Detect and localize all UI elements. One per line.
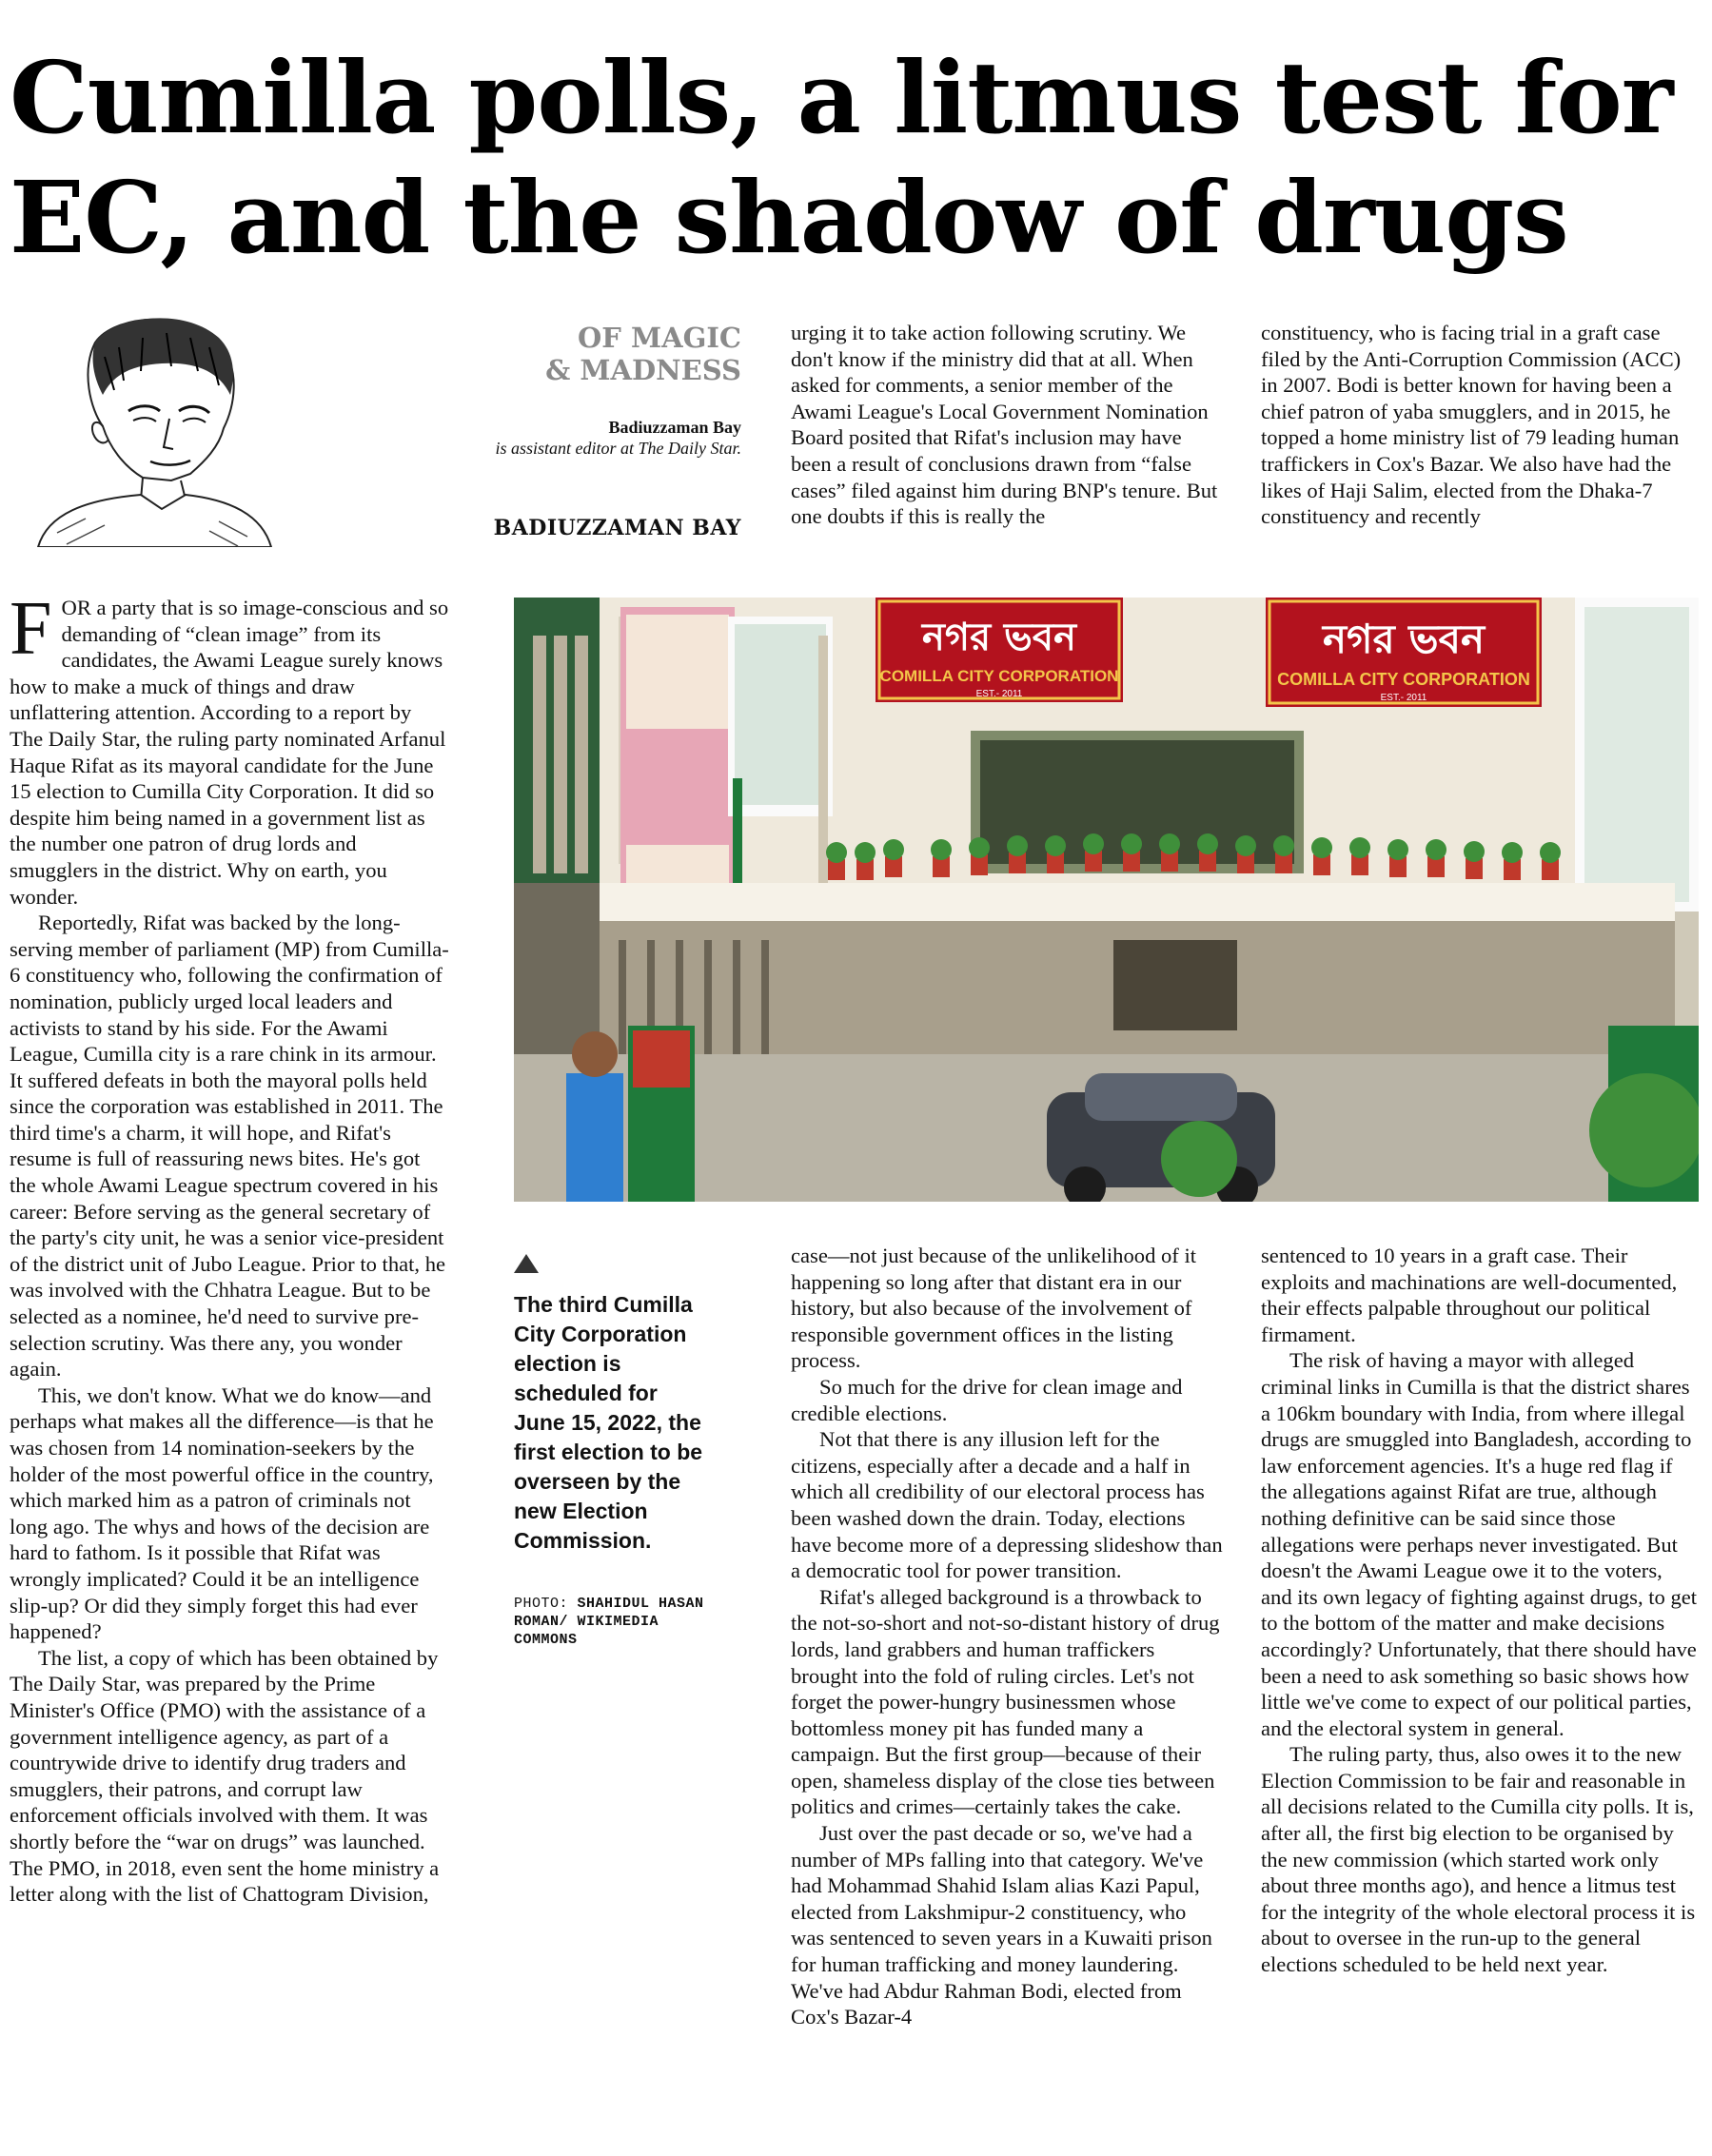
sign-bengali-left: নগর ভবন bbox=[922, 616, 1076, 659]
photo-caption: The third Cumilla City Corporation election is scheduled for June 15, 2022, the first election to be overseen by the new Election Commission. bbox=[514, 1292, 703, 1553]
body-column-1 bbox=[10, 587, 449, 1908]
column-tag-line2: & MADNESS bbox=[545, 354, 741, 386]
paragraph: urging it to take action following scrutiny. We don't know if the ministry did that at all. When asked for comments, a senior member of the Awami League's Local Government Nomination Board posited that Rifat's inclusion may have been a result of conclusions drawn from “false cases” filed against him during BNP's tenure. But one doubts if this is really the bbox=[791, 321, 1218, 529]
headline: Cumilla polls, a litmus test for EC, and the shadow of drugs bbox=[10, 39, 1673, 276]
author-portrait-illustration bbox=[29, 304, 276, 547]
city-corporation-photo bbox=[514, 598, 1699, 1202]
paragraph: Rifat's alleged background is a throwback to the not-so-short and not-so-distant history of drug lords, land grabbers and human traffickers brought into the fold of ruling circles. Let's not forget the power-hungry businessmen whose bottomless money pit has funded many a campaign. But the first group—because of their open, shameless display of the close ties between politics and crimes—certainly takes the cake. bbox=[791, 1584, 1220, 1819]
caption-pointer-icon bbox=[514, 1254, 539, 1273]
sign-est-left: EST.- 2011 bbox=[975, 689, 1023, 699]
body-column-3-bottom bbox=[1261, 1243, 1699, 1978]
photo-credit-name: SHAHIDUL HASAN ROMAN/ WIKIMEDIA COMMONS bbox=[514, 1596, 704, 1648]
paragraph: The list, a copy of which has been obtained by The Daily Star, was prepared by the Prime Minister's Office (PMO) with the assistance of a government intelligence agency, as part of a countrywide drive to identify drug traders and smugglers, their patrons, and corrupt law enforcement officials involved with them. It was shortly before the “war on drugs” was launched. The PMO, in 2018, even sent the home ministry a letter along with the list of Chattogram Division, bbox=[10, 1645, 440, 1907]
paragraph: The ruling party, thus, also owes it to the new Election Commission to be fair and reasonable in all decisions related to the Cumilla city polls. It is, after all, the first big election to be organised by the new commission (which started work only about three months ago), and hence a litmus test for the integrity of the whole electoral process it is about to oversee in the run-up to the general elections scheduled to be held next year. bbox=[1261, 1742, 1696, 1977]
body-column-2-top bbox=[791, 320, 1224, 530]
paragraph-text: OR a party that is so image-conscious and so demanding of “clean image” from its candidates, the Awami League surely knows how to make a muck of things and draw unflattering attention. According to a report by The Daily Star, the ruling party nominated Arfanul Haque Rifat as its mayoral candidate for the June 15 election to Cumilla City Corporation. It did so despite him being named in a government list as the number one patron of drug lords and smugglers in the district. Why on earth, you wonder. bbox=[10, 596, 449, 909]
paragraph: case—not just because of the unlikelihood of it happening so long after that distant era in our history, but also because of the involvement of responsible government offices in the listing process. bbox=[791, 1244, 1197, 1373]
paragraph: constituency, who is facing trial in a graft case filed by the Anti-Corruption Commission (ACC) in 2007. Bodi is better known for having been a chief patron of yaba smugglers, and in 2015, he topped a home ministry list of 79 leading human traffickers in Cox's Bazar. We also have had the likes of Haji Salim, elected from the Dhaka-7 constituency and recently bbox=[1261, 321, 1682, 529]
photo-credit-label: PHOTO: bbox=[514, 1596, 569, 1612]
paragraph: So much for the drive for clean image and credible elections. bbox=[791, 1374, 1183, 1425]
paragraph: Just over the past decade or so, we've had a number of MPs falling into that category. We've had Mohammad Shahid Islam alias Kazi Papul, elected from Lakshmipur-2 constituency, who was sentenced to seven years in a Kuwaiti prison for human trafficking and money laundering. We've had Abdur Rahman Bodi, elected from Cox's Bazar-4 bbox=[791, 1821, 1212, 2029]
body-column-3-top bbox=[1261, 320, 1699, 530]
paragraph: Reportedly, Rifat was backed by the long-serving member of parliament (MP) from Cumilla-6 constituency who, following the confirmation of nomination, publicly urged local leaders and activists to stand by his side. For the Awami League, Cumilla city is a rare chink in its armour. It suffered defeats in both the mayoral polls held since the corporation was established in 2011. The third time's a charm, it will hope, and Rifat's resume is full of reassuring news bites. He's got the whole Awami League spectrum covered in his career: Before serving as the general secretary of the party's city unit, he was a senior vice-president of the district unit of Jubo League. Prior to that, he was involved with the Chhatra League. But to be selected as a nominee, he'd need to survive pre-selection scrutiny. Was there any, you wonder again. bbox=[10, 911, 449, 1382]
sign-bengali-right: নগর ভবন bbox=[1322, 616, 1486, 662]
body-column-2-bottom bbox=[791, 1243, 1224, 2030]
author-name: Badiuzzaman Bay bbox=[608, 418, 741, 437]
paragraph: sentenced to 10 years in a graft case. Their exploits and machinations are well-documented, their effects palpable throughout our political firmament. bbox=[1261, 1244, 1678, 1346]
sign-english-left: COMILLA CITY CORPORATION bbox=[879, 667, 1119, 685]
sign-english-right: COMILLA CITY CORPORATION bbox=[1277, 670, 1530, 689]
paragraph: The risk of having a mayor with alleged criminal links in Cumilla is that the district shares a 106km boundary with India, from where illegal drugs are smuggled into Bangladesh, according to law enforcement agencies. It's a huge red flag if the allegations against Rifat are true, although nothing definitive can be said since those allegations were perhaps never investigated. But doesn't the Awami League owe it to the voters, and its own legacy of fighting against drugs, to get to the bottom of the matter and make decisions accordingly? Unfortunately, that there should have been a need to ask something so basic shows how little we've come to expect of our political parties, and the electoral system in general. bbox=[1261, 1348, 1698, 1740]
byline: BADIUZZAMAN BAY bbox=[493, 516, 741, 540]
column-tag bbox=[545, 322, 741, 386]
author-role: is assistant editor at The Daily Star. bbox=[495, 439, 741, 458]
author-bio bbox=[342, 417, 741, 459]
photo-credit bbox=[514, 1595, 704, 1649]
paragraph: This, we don't know. What we do know—and perhaps what makes all the difference—is that he was chosen from 14 nomination-seekers by the holder of the most powerful office in the country, which marked him as a patron of criminals not long ago. The whys and hows of the decision are hard to fathom. Is it possible that Rifat was wrongly implicated? Could it be an intelligence slip-up? Or did they simply forget this had ever happened? bbox=[10, 1382, 434, 1644]
paragraph: Not that there is any illusion left for the citizens, especially after a decade and a half in which all credibility of our electoral process has been washed down the drain. Today, elections have become more of a depressing slideshow than a democratic tool for power transition. bbox=[791, 1427, 1223, 1583]
paragraph bbox=[10, 587, 449, 910]
sign-est-right: EST.- 2011 bbox=[1380, 693, 1427, 703]
drop-cap: F bbox=[10, 587, 52, 671]
column-tag-line1: OF MAGIC bbox=[578, 322, 741, 354]
